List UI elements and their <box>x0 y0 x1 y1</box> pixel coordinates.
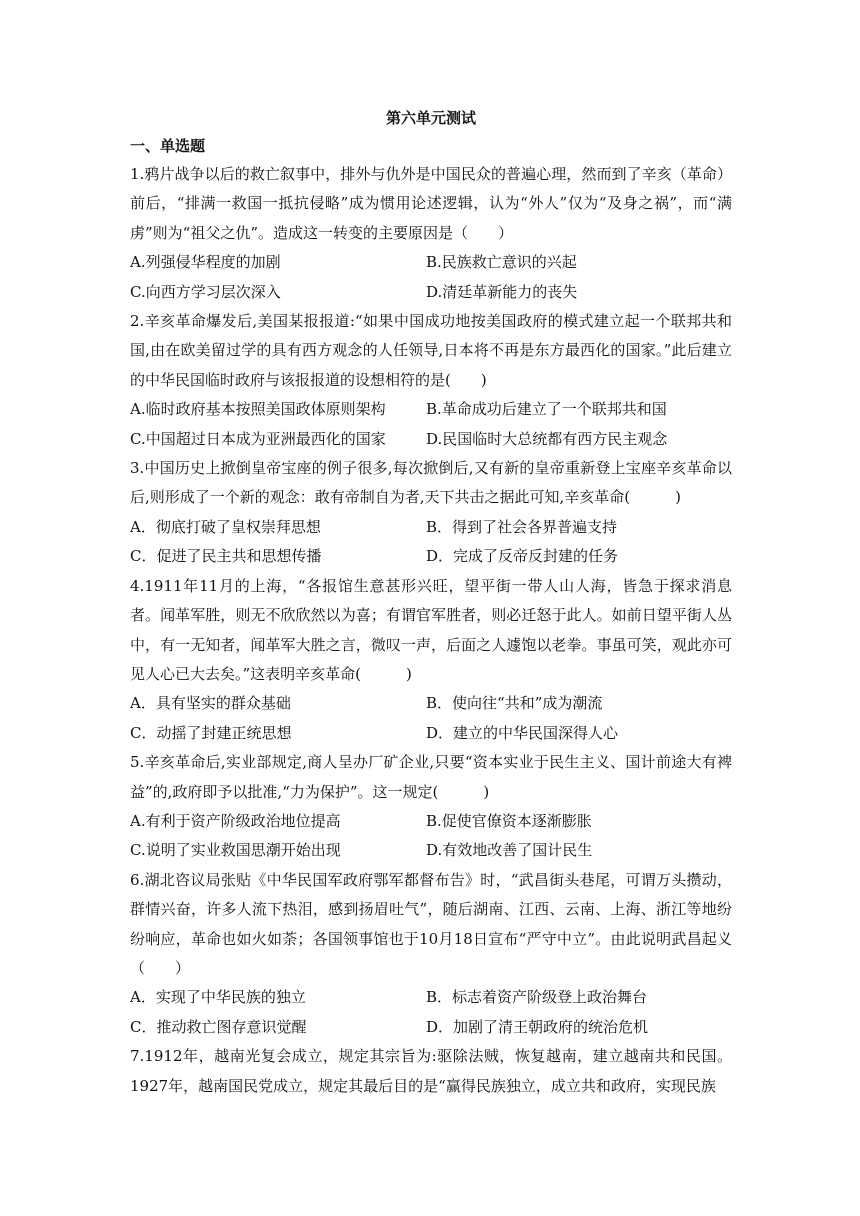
question-stem: 2.辛亥革命爆发后,美国某报报道:“如果中国成功地按美国政府的模式建立起一个联邦共和国,由在欧美留过学的具有西方观念的人任领导,日本将不再是东方最西化的国家。”此后建立的中华民国临时政府与该报报道的设想相符的是( ) <box>130 312 732 389</box>
question <box>130 1042 732 1101</box>
question <box>130 748 732 866</box>
option-a: A.列强侵华程度的加剧 <box>130 253 281 272</box>
option-b: B.革命成功后建立了一个联邦共和国 <box>426 400 667 419</box>
option-list <box>130 689 732 748</box>
option-c: C．促进了民主共和思想传播 <box>130 547 322 566</box>
option-c: C.向西方学习层次深入 <box>130 282 281 301</box>
option-c: C．动摇了封建正统思想 <box>130 723 292 742</box>
option-b: B．得到了社会各界普遍支持 <box>426 517 618 536</box>
question-stem: 6.湖北咨议局张贴《中华民国军政府鄂军都督布告》时，“武昌街头巷尾，可谓万头攒动，群情兴奋，许多人流下热泪，感到扬眉吐气”，随后湖南、江西、云南、上海、浙江等地纷纷响应，革命也如火如荼；各国领事馆也于10月18日宣布“严守中立”。由此说明武昌起义（ ） <box>130 870 732 977</box>
question <box>130 454 732 572</box>
option-c: C.说明了实业救国思潮开始出现 <box>130 841 341 860</box>
option-b: B.促使官僚资本逐渐膨胀 <box>426 811 592 830</box>
option-list <box>130 395 732 454</box>
option-a: A．具有坚实的群众基础 <box>130 694 291 713</box>
option-b: B.民族救亡意识的兴起 <box>426 253 577 272</box>
question <box>130 866 732 1042</box>
question-stem: 7.1912年，越南光复会成立，规定其宗旨为:驱除法贼，恢复越南，建立越南共和民国。1927年，越南国民党成立，规定其最后目的是“赢得民族独立，成立共和政府，实现民族 <box>130 1047 732 1095</box>
option-list <box>130 248 732 307</box>
option-c: C.中国超过日本成为亚洲最西化的国家 <box>130 429 386 448</box>
option-b: B．标志着资产阶级登上政治舞台 <box>426 988 648 1007</box>
option-d: D．建立的中华民国深得人心 <box>426 723 619 742</box>
question-stem: 5.辛亥革命后,实业部规定,商人呈办厂矿企业,只要“资本实业于民生主义、国计前途大有裨益”的,政府即予以批准,“力为保护”。这一规定( ) <box>130 753 732 801</box>
option-list <box>130 983 732 1042</box>
option-b: B．使向往“共和”成为潮流 <box>426 694 603 713</box>
section-heading: 一、单选题 <box>130 137 206 155</box>
question <box>130 572 732 748</box>
option-list <box>130 513 732 572</box>
option-d: D.有效地改善了国计民生 <box>426 841 593 860</box>
question <box>130 160 732 307</box>
option-a: A.有利于资产阶级政治地位提高 <box>130 811 341 830</box>
option-list <box>130 807 732 866</box>
option-a: A．实现了中华民族的独立 <box>130 988 306 1007</box>
option-a: A．彻底打破了皇权崇拜思想 <box>130 517 321 536</box>
option-d: D.清廷革新能力的丧失 <box>426 282 578 301</box>
question-stem: 4.1911年11月的上海，“各报馆生意甚形兴旺，望平街一带人山人海，皆急于探求消息者。闻革军胜，则无不欣欣然以为喜；有谓官军胜者，则必迁怒于此人。如前日望平街人丛中，有一无知者，闻革军大胜之言，微叹一声，后面之人遽饱以老拳。事虽可笑，观此亦可见人心已大去矣。”这表明辛亥革命( ) <box>130 576 732 683</box>
page-title: 第六单元测试 <box>385 109 476 127</box>
option-d: D．完成了反帝反封建的任务 <box>426 547 619 566</box>
option-d: D.民国临时大总统都有西方民主观念 <box>426 429 668 448</box>
option-d: D．加剧了清王朝政府的统治危机 <box>426 1017 649 1036</box>
question-stem: 1.鸦片战争以后的救亡叙事中，排外与仇外是中国民众的普遍心理，然而到了辛亥（革命）前后，“排满一救国一抵抗侵略”成为惯用论述逻辑，认为“外人”仅为“及身之祸”，而“满虏”则为“祖父之仇”。造成这一转变的主要原因是（ ） <box>130 165 732 242</box>
question-stem: 3.中国历史上掀倒皇帝宝座的例子很多,每次掀倒后,又有新的皇帝重新登上宝座辛亥革命以后,则形成了一个新的观念：敢有帝制自为者,天下共击之据此可知,辛亥革命( ) <box>130 459 732 507</box>
option-c: C．推动救亡图存意识觉醒 <box>130 1017 307 1036</box>
option-a: A.临时政府基本按照美国政体原则架构 <box>130 400 386 419</box>
question <box>130 307 732 454</box>
